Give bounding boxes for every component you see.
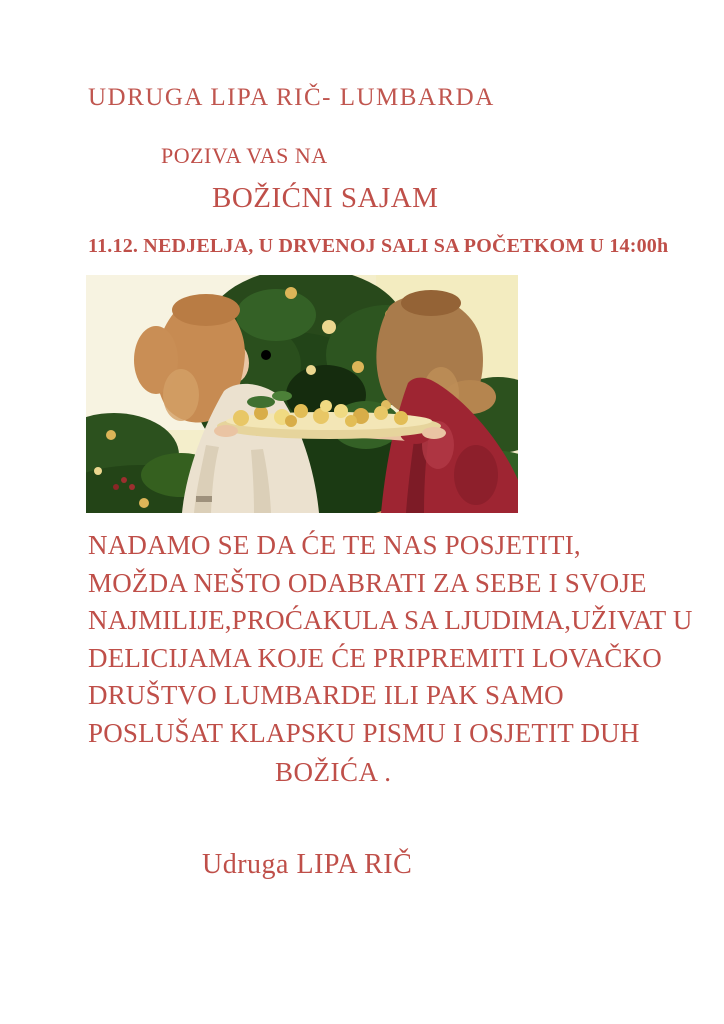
event-photo <box>86 275 518 513</box>
closing-word: BOŽIĆA . <box>275 757 392 787</box>
event-title: BOŽIĆNI SAJAM <box>212 182 439 214</box>
event-date-line: 11.12. NEDJELJA, U DRVENOJ SALI SA POČETKOM U 14:00h <box>88 235 669 257</box>
body-line: DELICIJAMA KOJE ĆE PRIPREMITI LOVAČKO <box>88 642 662 673</box>
photo-watermark-smudge <box>196 496 212 502</box>
body-line: POSLUŠAT KLAPSKU PISMU I OSJETIT DUH <box>88 717 640 748</box>
body-line: NAJMILIJE,PROĆAKULA SA LJUDIMA,UŽIVAT U <box>88 605 693 635</box>
signature-line: Udruga LIPA RIČ <box>202 849 413 880</box>
organization-title: UDRUGA LIPA RIČ- LUMBARDA <box>88 84 495 111</box>
body-paragraph <box>88 527 693 752</box>
body-line: NADAMO SE DA ĆE TE NAS POSJETITI, <box>88 530 581 560</box>
body-line: DRUŠTVO LUMBARDE ILI PAK SAMO <box>88 680 564 710</box>
photo-illustration <box>86 275 518 513</box>
invitation-line: POZIVA VAS NA <box>161 143 328 168</box>
body-line: MOŽDA NEŠTO ODABRATI ZA SEBE I SVOJE <box>88 567 647 598</box>
